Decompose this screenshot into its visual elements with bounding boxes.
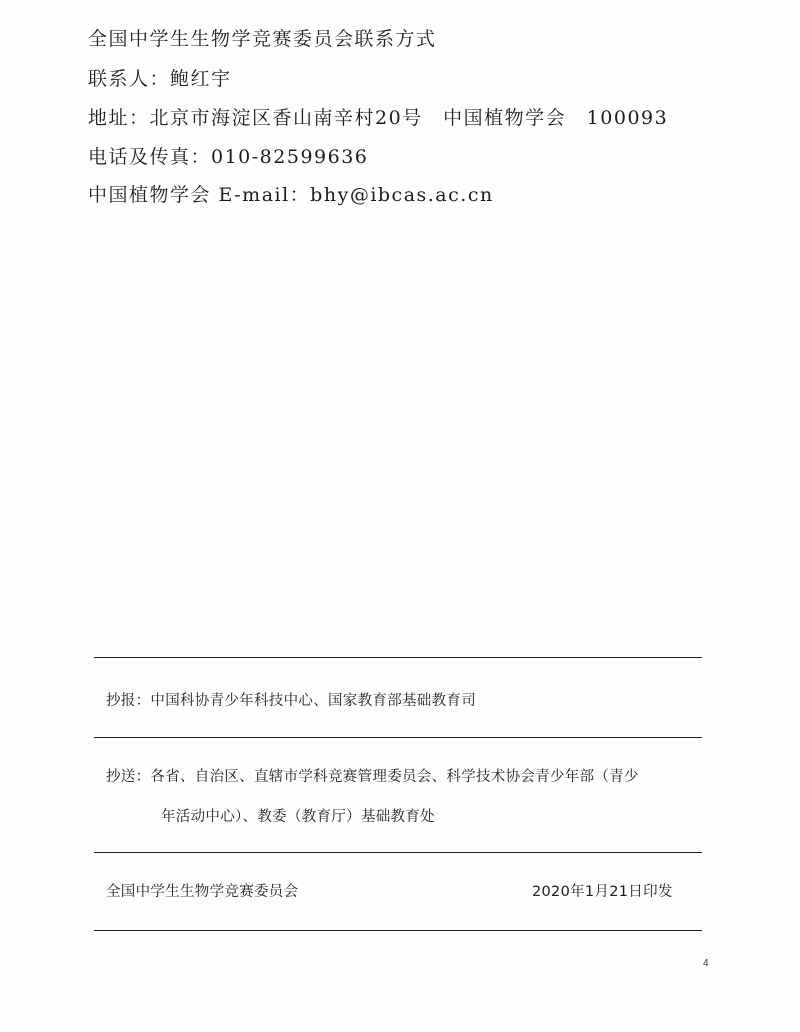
divider-line [94,657,702,658]
cc-send-text-line2: 年活动中心）、教委（教育厅）基础教育处 [161,809,435,825]
issue-date: 2020年1月21日印发 [532,884,673,900]
divider-line [94,852,702,853]
divider-line [94,930,702,931]
contact-person: 联系人：鲍红宇 [88,68,232,90]
divider-line [94,737,702,738]
cc-report-text: 抄报：中国科协青少年科技中心、国家教育部基础教育司 [106,693,476,709]
issuer-name: 全国中学生生物学竞赛委员会 [106,884,299,900]
contact-address: 地址：北京市海淀区香山南辛村20号 中国植物学会 100093 [88,107,669,129]
contact-heading: 全国中学生生物学竞赛委员会联系方式 [88,28,437,50]
cc-send-text-line1: 抄送：各省、自治区、直辖市学科竞赛管理委员会、科学技术协会青少年部（青少 [106,769,639,785]
contact-email: 中国植物学会 E-mail：bhy@ibcas.ac.cn [88,184,494,206]
page-number: 4 [703,958,709,969]
contact-phone-fax: 电话及传真：010-82599636 [88,146,369,168]
